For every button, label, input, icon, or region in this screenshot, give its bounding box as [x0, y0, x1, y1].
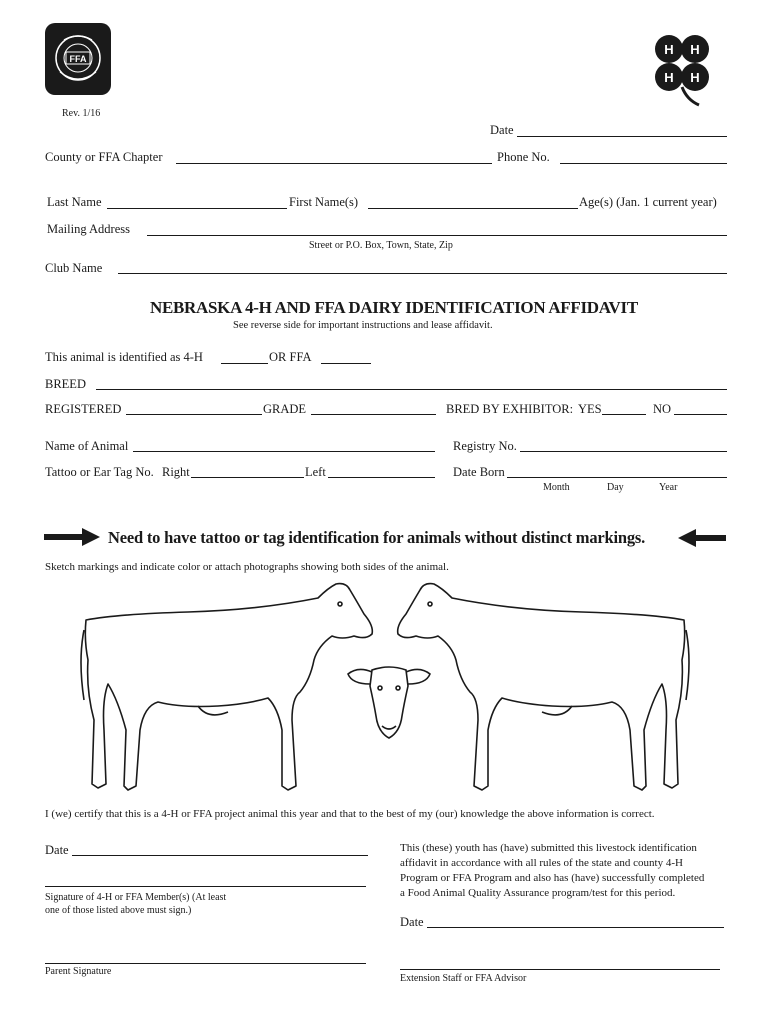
last-name-label: Last Name — [47, 195, 102, 209]
yes-label: YES — [578, 402, 602, 416]
first-names-label: First Name(s) — [289, 195, 359, 209]
county-field[interactable] — [176, 163, 492, 164]
date-born-field[interactable] — [507, 477, 727, 478]
youth-statement-line-4: a Food Animal Quality Assurance program/test for this period. — [400, 887, 676, 899]
registry-field[interactable] — [520, 451, 727, 452]
grade-label: GRADE — [263, 402, 307, 416]
tattoo-label: Tattoo or Ear Tag No. — [45, 465, 154, 479]
bred-by-label: BRED BY EXHIBITOR: — [446, 402, 574, 416]
youth-statement-line-2: affidavit in accordance with all rules of the state and county 4-H — [400, 857, 683, 869]
clover-h-3: H — [664, 70, 674, 85]
cow-left-side-outline[interactable] — [78, 580, 378, 805]
yes-field[interactable] — [602, 414, 646, 415]
first-names-field[interactable] — [368, 208, 578, 209]
staff-date-label: Date — [400, 915, 424, 929]
clover-h-2: H — [690, 42, 700, 57]
club-name-label: Club Name — [45, 261, 103, 275]
phone-field[interactable] — [560, 163, 727, 164]
sketch-instructions: Sketch markings and indicate color or attach photographs showing both sides of the animal. — [45, 561, 449, 573]
parent-signature-line[interactable] — [45, 963, 366, 964]
year-label: Year — [659, 482, 678, 493]
tattoo-right-field[interactable] — [191, 477, 304, 478]
grade-field[interactable] — [311, 414, 436, 415]
member-signature-label-1: Signature of 4-H or FFA Member(s) (At least — [45, 892, 227, 903]
registry-label: Registry No. — [453, 439, 517, 453]
left-label: Left — [305, 465, 326, 479]
club-name-field[interactable] — [118, 273, 727, 274]
right-arrow-icon — [44, 528, 100, 551]
page-subtitle: See reverse side for important instructions and lease affidavit. — [233, 320, 493, 331]
page-title: NEBRASKA 4-H AND FFA DAIRY IDENTIFICATION AFFIDAVIT — [150, 298, 638, 317]
animal-name-field[interactable] — [133, 451, 435, 452]
address-hint: Street or P.O. Box, Town, State, Zip — [309, 240, 453, 251]
cow-right-side-outline[interactable] — [392, 580, 692, 805]
animal-name-label: Name of Animal — [45, 439, 129, 453]
or-ffa-label: OR FFA — [269, 350, 312, 364]
ages-label: Age(s) (Jan. 1 current year) — [579, 195, 717, 209]
member-date-label: Date — [45, 843, 69, 857]
mailing-address-field[interactable] — [147, 235, 727, 236]
breed-field[interactable] — [96, 389, 727, 390]
date-label: Date — [490, 123, 514, 137]
registered-label: REGISTERED — [45, 402, 122, 416]
phone-label: Phone No. — [497, 150, 550, 164]
staff-signature-line[interactable] — [400, 969, 720, 970]
registered-field[interactable] — [126, 414, 262, 415]
member-signature-line[interactable] — [45, 886, 366, 887]
clover-h-4: H — [690, 70, 700, 85]
revision-label: Rev. 1/16 — [62, 108, 101, 119]
member-date-field[interactable] — [72, 855, 368, 856]
county-label: County or FFA Chapter — [45, 150, 163, 164]
ffa-emblem-logo — [44, 22, 112, 96]
day-label: Day — [607, 482, 624, 493]
clover-h-1: H — [664, 42, 674, 57]
tattoo-left-field[interactable] — [328, 477, 435, 478]
last-name-field[interactable] — [107, 208, 287, 209]
notice-text: Need to have tattoo or tag identification for animals without distinct markings. — [108, 528, 646, 547]
no-field[interactable] — [674, 414, 727, 415]
staff-date-field[interactable] — [427, 927, 724, 928]
no-label: NO — [653, 402, 672, 416]
date-field[interactable] — [517, 136, 727, 137]
certify-statement: I (we) certify that this is a 4-H or FFA project animal this year and that to the best of my (our) knowledge the above information is correct. — [45, 808, 655, 820]
youth-statement-line-3: Program or FFA Program and also has (have) successfully completed — [400, 872, 705, 884]
identified-as-label: This animal is identified as 4-H — [45, 350, 203, 364]
staff-signature-label: Extension Staff or FFA Advisor — [400, 973, 527, 984]
ffa-field[interactable] — [321, 363, 371, 364]
youth-statement-line-1: This (these) youth has (have) submitted this livestock identification — [400, 842, 697, 854]
right-label: Right — [162, 465, 190, 479]
4h-clover-logo — [647, 32, 721, 108]
ffa-logo-text: FFA — [69, 54, 87, 64]
breed-label: BREED — [45, 377, 86, 391]
4h-field[interactable] — [221, 363, 268, 364]
left-arrow-icon — [678, 529, 726, 552]
month-label: Month — [543, 482, 570, 493]
mailing-address-label: Mailing Address — [47, 222, 130, 236]
member-signature-label-2: one of those listed above must sign.) — [45, 905, 192, 916]
date-born-label: Date Born — [453, 465, 505, 479]
parent-signature-label: Parent Signature — [45, 966, 112, 977]
